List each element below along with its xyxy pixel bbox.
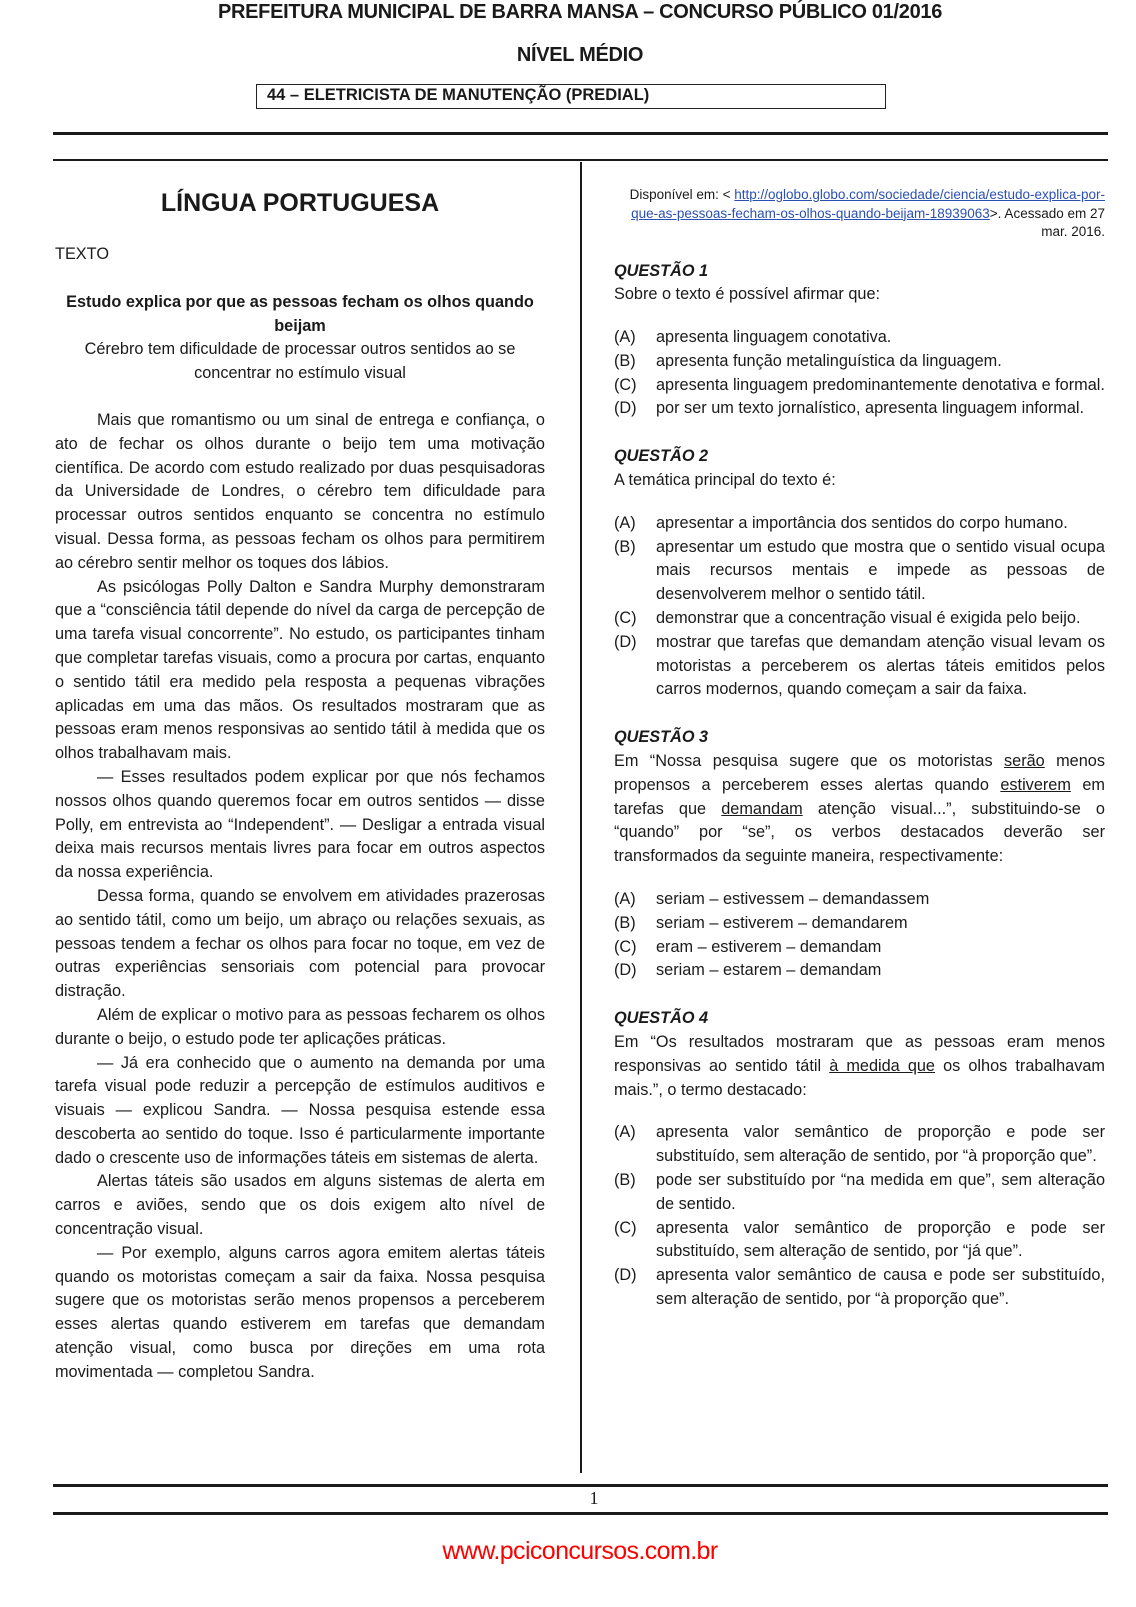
option-text: apresenta valor semântico de causa e pode ser substituído, sem alteração de sentido, por “à proporção que”. (656, 1266, 1105, 1308)
question-4 (614, 1007, 1105, 1312)
source-suffix: >. Acessado em 27 mar. 2016. (989, 205, 1105, 239)
right-column (614, 186, 1105, 1336)
article-paragraph: — Esses resultados podem explicar por que nós fechamos nossos olhos quando queremos focar em outros sentidos — disse Polly, em entrevista ao “Independent”. — Desligar a entrada visual deixa mais recursos mentais livres para focar em outros aspectos da nossa experiência. (55, 767, 545, 882)
article-subtitle: Cérebro tem dificuldade de processar outros sentidos ao se concentrar no estímulo visual (84, 340, 516, 383)
article-paragraph: As psicólogas Polly Dalton e Sandra Murphy demonstraram que a “consciência tátil depende do nível da carga de percepção de uma tarefa visual concorrente”. No estudo, os participantes tinham que completar tarefas visuais, como a procura por cartas, enquanto o sentido tátil era medido pela resposta a pequenas vibrações aplicadas em uma das mãos. Os resultados mostraram que as pessoas eram menos responsivas ao sentido tátil à medida que os olhos trabalhavam mais. (55, 577, 545, 763)
answer-option[interactable] (614, 397, 1105, 421)
option-text: apresenta linguagem conotativa. (656, 328, 892, 347)
article-paragraph: Mais que romantismo ou um sinal de entrega e confiança, o ato de fechar os olhos durante o beijo tem uma motivação científica. De acordo com estudo realizado por duas pesquisadoras da Universidade de Londres, o cérebro tem dificuldade para processar outros sentidos enquanto se concentra no estímulo visual. Dessa forma, as pessoas fecham os olhos para permitirem ao cérebro sentir melhor os toques dos lábios. (55, 410, 545, 572)
source-link[interactable]: http://oglobo.globo.com/sociedade/ciencia/estudo-explica-por-que-as-pessoas-fecham-os-olhos-quando-beijam-18939063 (631, 187, 1105, 221)
divider (53, 1512, 1108, 1515)
stem-text: Sobre o texto é possível afirmar que: (614, 285, 881, 304)
site-watermark: www.pciconcursos.com.br (442, 1537, 718, 1565)
answer-option[interactable] (614, 536, 1105, 607)
stem-text: Em “Nossa pesquisa sugere que os motoristas (614, 752, 1004, 771)
divider (53, 132, 1108, 135)
exam-level: NÍVEL MÉDIO (516, 44, 644, 66)
option-text: apresenta valor semântico de proporção e pode ser substituído, sem alteração de sentido, por “já que”. (656, 1218, 1105, 1261)
option-letter: (C) (614, 375, 637, 394)
option-text: demonstrar que a concentração visual é exigida pelo beijo. (656, 609, 1081, 628)
option-text: apresenta função metalinguística da linguagem. (656, 351, 1002, 370)
article-paragraph: Alertas táteis são usados em alguns sistemas de alerta em carros e aviões, sendo que os dois exigem alto nível de concentração visual. (55, 1172, 545, 1239)
article-paragraph: — Já era conhecido que o aumento na demanda por uma tarefa visual pode reduzir a percepção de estímulos auditivos e visuais — explicou Sandra. — Nossa pesquisa estende essa descoberta ao sentido do toque. Isso é particularmente importante dado o crescente uso de informações táteis em sistemas de alerta. (55, 1053, 545, 1167)
question-2 (614, 445, 1105, 702)
question-stem (614, 469, 1105, 493)
answer-option[interactable] (614, 1217, 1105, 1265)
option-letter: (D) (614, 399, 637, 418)
answer-option[interactable] (614, 1169, 1105, 1217)
option-letter: (A) (614, 1123, 636, 1142)
answer-option[interactable] (614, 374, 1105, 398)
option-text: seriam – estivessem – demandassem (656, 890, 930, 909)
option-letter: (A) (614, 890, 636, 909)
answer-option[interactable] (614, 607, 1105, 631)
question-stem (614, 1031, 1105, 1102)
stem-text: os olhos trabalhavam mais.”, o termo destacado: (614, 1056, 1105, 1099)
answer-option[interactable] (614, 936, 1105, 960)
option-letter: (C) (614, 937, 637, 956)
questions (614, 260, 1105, 1312)
answer-option[interactable] (614, 888, 1105, 912)
question-title: QUESTÃO 2 (614, 447, 709, 466)
exam-title: PREFEITURA MUNICIPAL DE BARRA MANSA – CONCURSO PÚBLICO 01/2016 (217, 1, 943, 23)
option-text: apresentar um estudo que mostra que o sentido visual ocupa mais recursos mentais e impede as pessoas de desenvolverem melhor o sentido tátil. (656, 537, 1105, 604)
answer-option[interactable] (614, 1121, 1105, 1169)
option-text: apresenta valor semântico de proporção e pode ser substituído, sem alteração de sentido, por “à proporção que”. (656, 1123, 1105, 1166)
text-label: TEXTO (55, 245, 109, 263)
job-title-box: 44 – ELETRICISTA DE MANUTENÇÃO (PREDIAL) (256, 84, 886, 109)
option-letter: (B) (614, 351, 636, 370)
stem-text: Em “Os resultados mostraram que as pessoas eram menos responsivas ao sentido tátil (614, 1033, 1105, 1075)
option-letter: (C) (614, 1218, 637, 1237)
highlighted-term: à medida que (829, 1056, 935, 1075)
option-letter: (D) (614, 961, 637, 980)
article-paragraph: — Por exemplo, alguns carros agora emitem alertas táteis quando os motoristas começam a sair da faixa. Nossa pesquisa sugere que os motoristas serão menos propensos a perceberem esses alertas quando estiverem em tarefas que demandam atenção visual, como busca por direções em uma rota movimentada — completou Sandra. (55, 1243, 545, 1381)
divider (53, 159, 1108, 161)
option-letter: (A) (614, 328, 636, 347)
divider (53, 1484, 1108, 1487)
stem-text: em tarefas que (614, 775, 1105, 818)
option-text: apresentar a importância dos sentidos do corpo humano. (656, 513, 1068, 532)
option-text: apresenta linguagem predominantemente denotativa e formal. (656, 375, 1105, 394)
option-text: eram – estiverem – demandam (656, 937, 882, 956)
highlighted-term: estiverem (1000, 775, 1071, 794)
stem-text: A temática principal do texto é: (614, 471, 836, 490)
article-title: Estudo explica por que as pessoas fecham os olhos quando beijam (66, 292, 534, 335)
question-3 (614, 726, 1105, 983)
answer-option[interactable] (614, 1264, 1105, 1312)
question-stem (614, 750, 1105, 869)
option-letter: (A) (614, 513, 636, 532)
option-text: seriam – estiverem – demandarem (656, 913, 908, 932)
stem-text: menos propensos a perceberem esses alertas quando (614, 752, 1105, 794)
highlighted-term: serão (1004, 752, 1045, 771)
article-body (55, 409, 545, 1385)
answer-option[interactable] (614, 631, 1105, 702)
article-paragraph: Além de explicar o motivo para as pessoas fecharem os olhos durante o beijo, o estudo pode ter aplicações práticas. (55, 1005, 545, 1048)
page-number: 1 (589, 1488, 599, 1508)
answer-option[interactable] (614, 512, 1105, 536)
option-letter: (B) (614, 1171, 636, 1189)
answer-option[interactable] (614, 959, 1105, 983)
stem-text: atenção visual...”, substituindo-se o “quando” por “se”, os verbos destacados deverão ser transformados da seguinte maneira, respectivamente: (614, 799, 1105, 866)
answer-option[interactable] (614, 350, 1105, 374)
question-1 (614, 260, 1105, 422)
answer-option[interactable] (614, 912, 1105, 936)
option-letter: (C) (614, 609, 637, 628)
column-divider (580, 162, 582, 1473)
option-letter: (B) (614, 537, 636, 556)
question-stem (614, 283, 1105, 307)
question-title: QUESTÃO 1 (614, 261, 709, 280)
option-text: mostrar que tarefas que demandam atenção visual levam os motoristas a perceberem os alertas táteis emitidos pelos carros modernos, quando começam a sair da faixa. (656, 632, 1105, 699)
article-paragraph: Dessa forma, quando se envolvem em atividades prazerosas ao sentido tátil, como um beijo, um abraço ou relações sexuais, as pessoas tendem a fechar os olhos para focar no toque, em vez de outras experiências sensoriais com potencial para provocar distração. (55, 886, 545, 1001)
question-title: QUESTÃO 3 (614, 728, 709, 747)
source-prefix: Disponível em: < (629, 187, 735, 202)
question-title: QUESTÃO 4 (614, 1009, 709, 1028)
option-letter: (B) (614, 913, 636, 932)
subject-heading: LÍNGUA PORTUGUESA (160, 189, 440, 217)
highlighted-term: demandam (721, 799, 803, 818)
option-letter: (D) (614, 1266, 637, 1285)
option-text: pode ser substituído por “na medida em que”, sem alteração de sentido. (656, 1171, 1105, 1213)
option-letter: (D) (614, 632, 637, 651)
option-text: por ser um texto jornalístico, apresenta linguagem informal. (656, 399, 1085, 418)
answer-option[interactable] (614, 326, 1105, 350)
left-column (55, 185, 545, 1385)
source-citation (614, 186, 1105, 242)
option-text: seriam – estarem – demandam (656, 961, 882, 980)
